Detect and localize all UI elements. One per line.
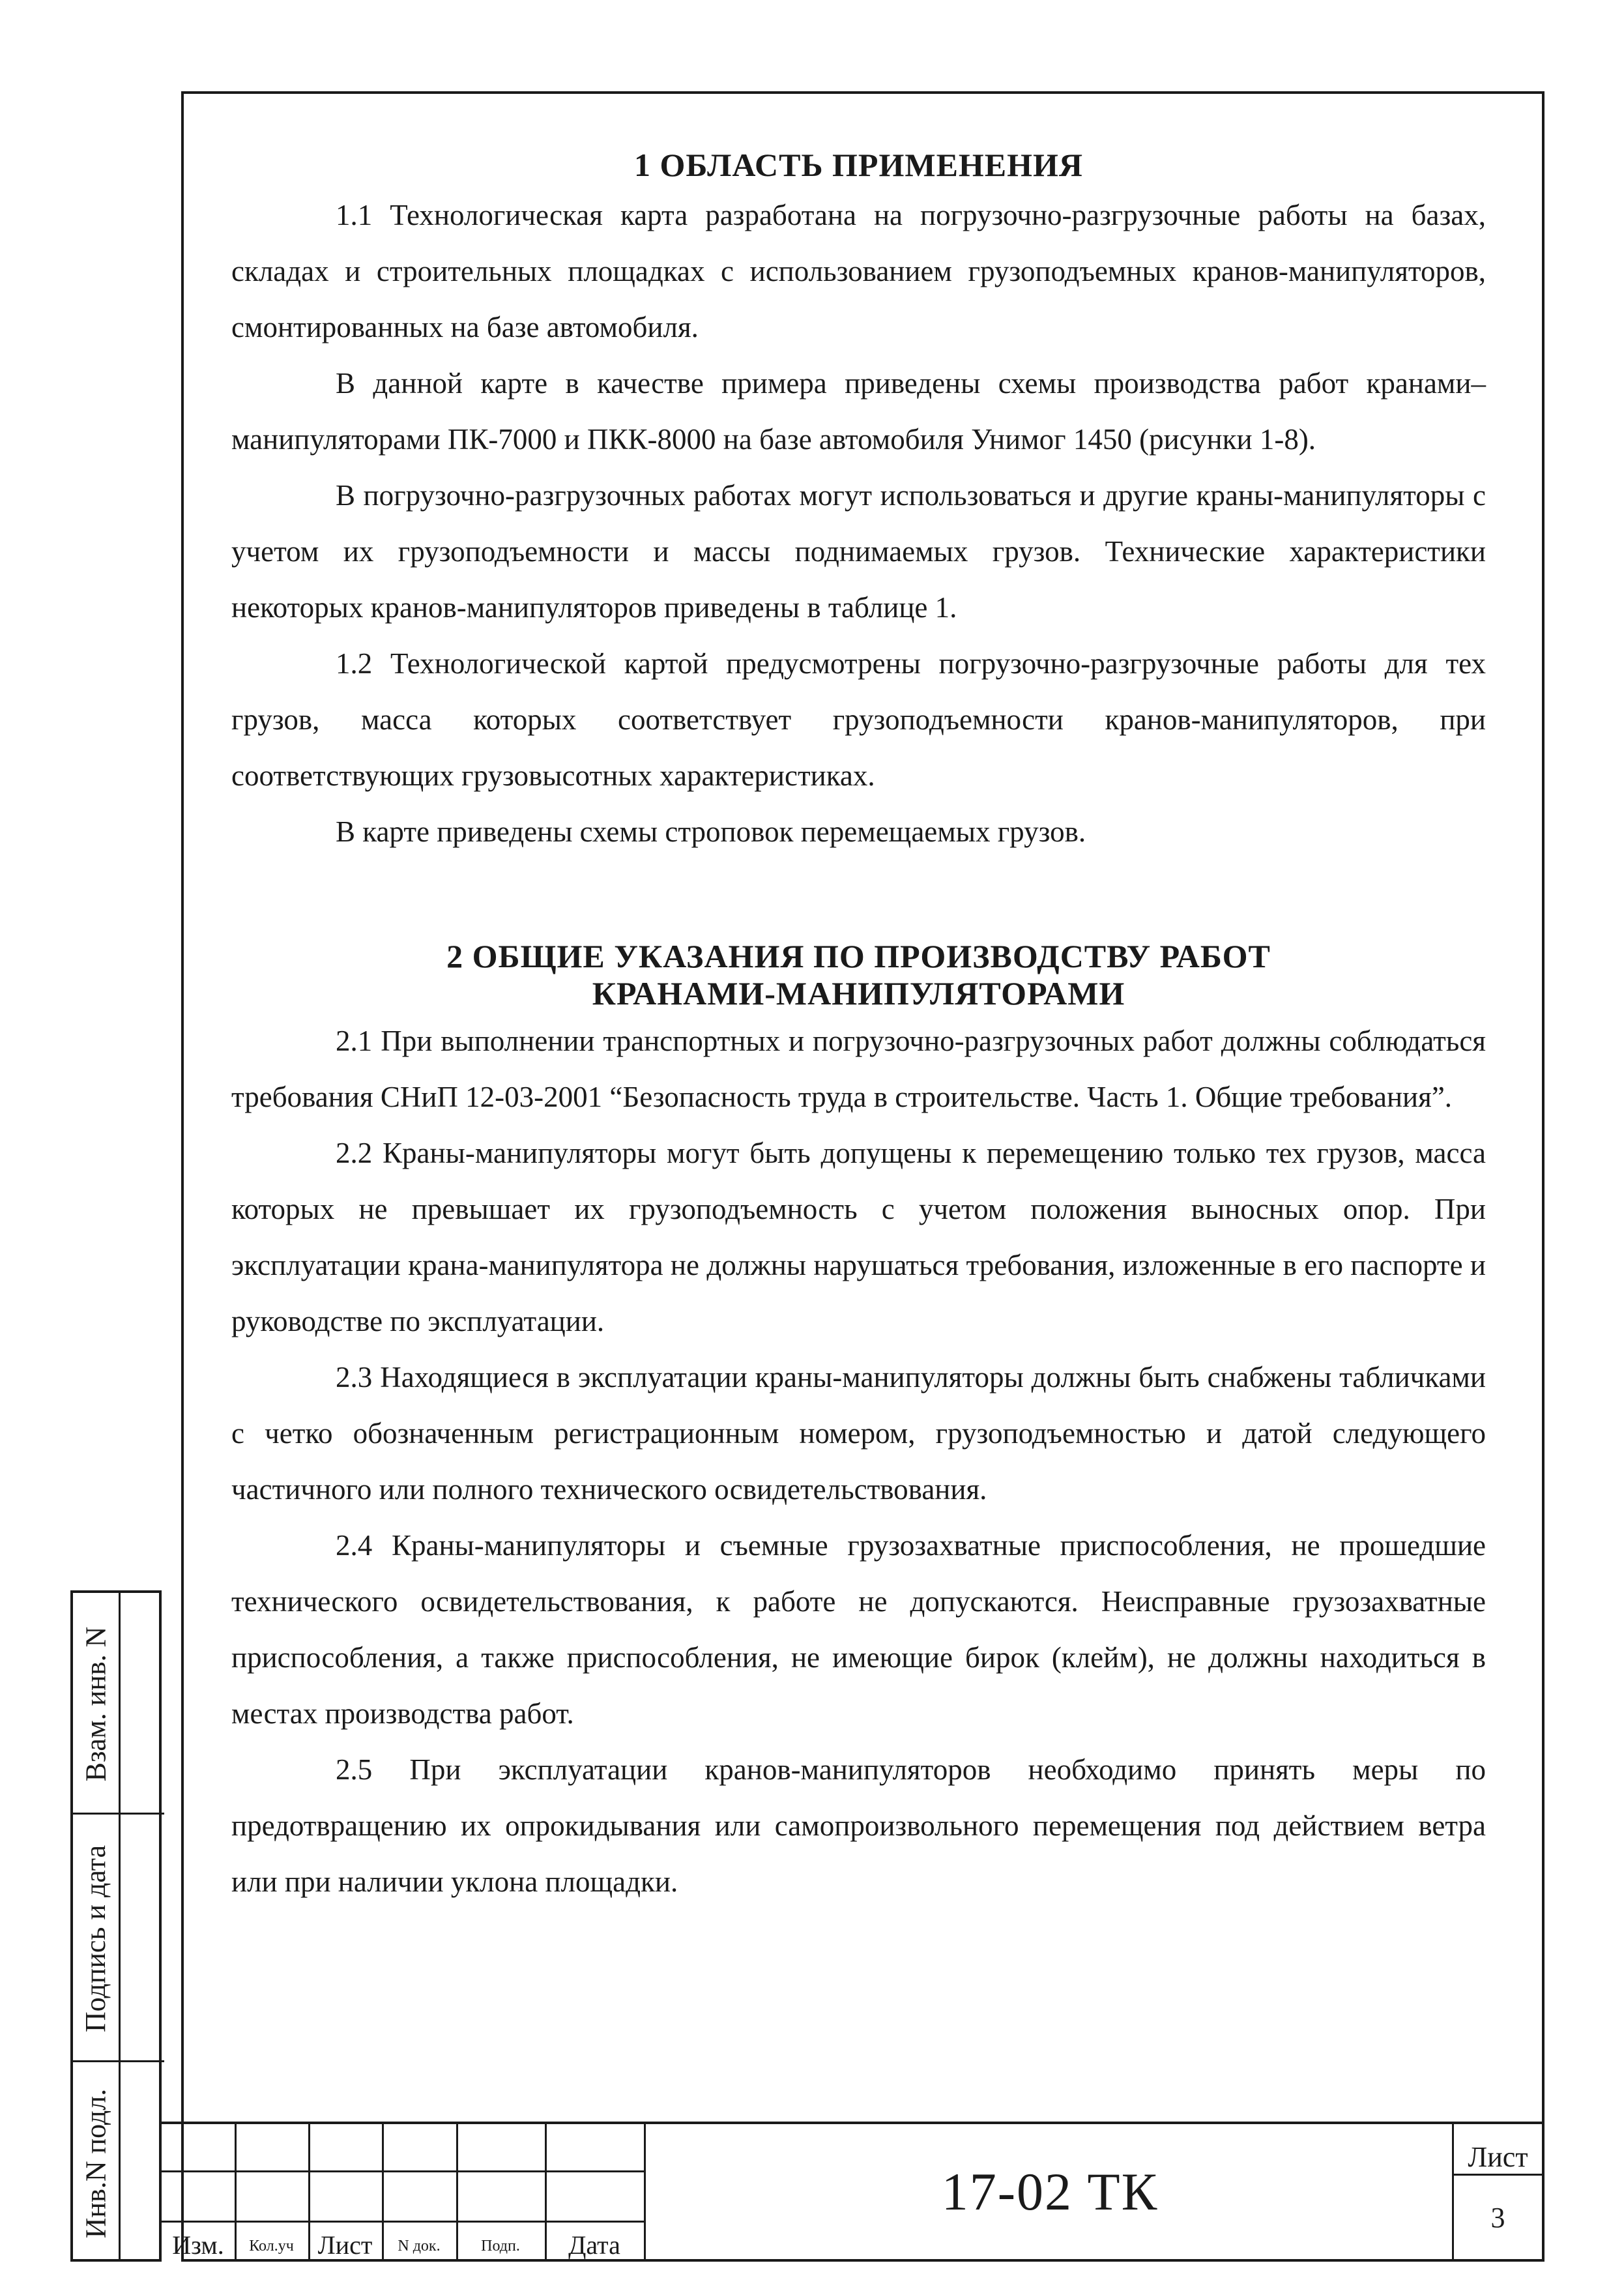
section-2-title-line1: 2 ОБЩИЕ УКАЗАНИЯ ПО ПРОИЗВОДСТВУ РАБОТ xyxy=(446,937,1271,974)
sheet-label: Лист xyxy=(1454,2122,1542,2176)
list-label: Лист xyxy=(317,2230,373,2260)
title-block xyxy=(162,2122,1544,2262)
sheet-number: 3 xyxy=(1490,2202,1505,2234)
section-1-title: 1 ОБЛАСТЬ ПРИМЕНЕНИЯ xyxy=(633,147,1084,183)
side-stamp xyxy=(70,1590,162,2262)
paragraph-1-2: 1.2 Технологической картой предусмотрены погрузочно-разгрузочные работы для тех грузов, масса которых соответствует грузоподъемности кранов-манипуляторов, при соответствующих грузовысотных характеристиках. xyxy=(231,647,1486,792)
section-2-title-line2: КРАНАМИ-МАНИПУЛЯТОРАМИ xyxy=(592,975,1125,1012)
paragraph-2-4: 2.4 Краны-манипуляторы и съемные грузозахватные приспособления, не прошедшие технического освидетельствования, к работе не допускаются. Неисправные грузозахватные приспособления, а также приспособления, не имеющие бирок (клейм), не должны находиться в местах производства работ. xyxy=(231,1528,1486,1730)
paragraph-1-1b: В данной карте в качестве примера приведены схемы производства работ кранами–манипуляторами ПК-7000 и ПКК-8000 на базе автомобиля Унимог 1450 (рисунки 1-8). xyxy=(231,366,1486,456)
paragraph-2-3: 2.3 Находящиеся в эксплуатации краны-манипуляторы должны быть снабжены табличками с четко обозначенным регистрационным номером, грузоподъемностью и датой следующего частичного или полного технического освидетельствования. xyxy=(231,1360,1486,1506)
side-stamp-value-column xyxy=(119,1593,164,2259)
sheet-cell xyxy=(1452,2122,1544,2262)
paragraph-1-2b: В карте приведены схемы строповок перемещаемых грузов. xyxy=(336,815,1086,848)
document-body xyxy=(231,147,1486,1910)
inv-label: Инв.N подл. xyxy=(80,2088,112,2238)
revision-grid xyxy=(162,2122,644,2262)
vzam-label: Взам. инв. N xyxy=(80,1626,112,1781)
section-2-title xyxy=(231,938,1486,1013)
side-stamp-label-column xyxy=(73,1593,121,2259)
doc-code: 17-02 ТК xyxy=(941,2161,1159,2221)
kol-uch-label: Кол.уч xyxy=(249,2238,294,2255)
paragraph-1-1c: В погрузочно-разгрузочных работах могут использоваться и другие краны-манипуляторы с учетом их грузоподъемности и массы поднимаемых грузов. Технические характеристики некоторых кранов-манипуляторов приведены в таблице 1. xyxy=(231,478,1486,624)
paragraph-2-5: 2.5 При эксплуатации кранов-манипуляторов необходимо принять меры по предотвращению их опрокидывания или самопроизвольного перемещения под действием ветра или при наличии уклона площадки. xyxy=(231,1753,1486,1898)
data-label: Дата xyxy=(568,2230,620,2260)
n-dok-label: N док. xyxy=(398,2238,441,2255)
podpis-label: Подпись и дата xyxy=(80,1845,112,2032)
paragraph-2-1: 2.1 При выполнении транспортных и погрузочно-разгрузочных работ должны соблюдаться требования СНиП 12-03-2001 “Безопасность труда в строительстве. Часть 1. Общие требования”. xyxy=(231,1024,1486,1113)
paragraph-2-2: 2.2 Краны-манипуляторы могут быть допущены к перемещению только тех грузов, масса которых не превышает их грузоподъемность с учетом положения выносных опор. При эксплуатации крана-манипулятора не должны нарушаться требования, изложенные в его паспорте и руководстве по эксплуатации. xyxy=(231,1136,1486,1337)
doc-code-cell xyxy=(644,2122,1454,2262)
izm-label: Изм. xyxy=(172,2230,224,2260)
podp-label: Подп. xyxy=(481,2238,520,2255)
paragraph-1-1: 1.1 Технологическая карта разработана на погрузочно-разгрузочные работы на базах, складах и строительных площадках с использованием грузоподъемных кранов-манипуляторов, смонтированных на базе автомобиля. xyxy=(231,198,1486,343)
